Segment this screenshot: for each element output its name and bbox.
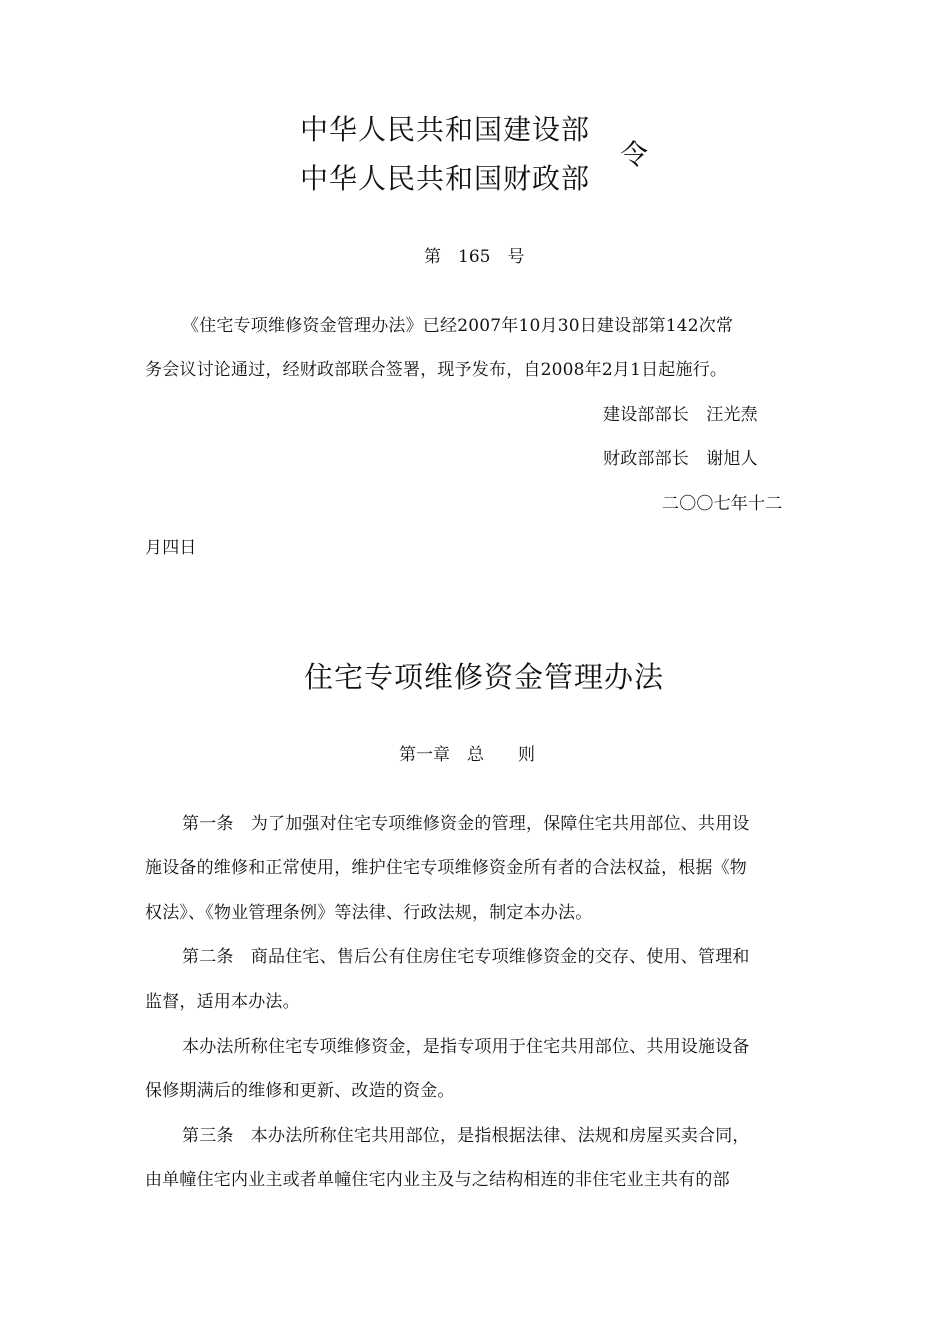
article-line: 由单幢住宅内业主或者单幢住宅内业主及与之结构相连的非住宅业主共有的部 xyxy=(145,1170,730,1190)
article-line: 第一条 为了加强对住宅专项维修资金的管理，保障住宅共用部位、共用设 xyxy=(182,814,750,834)
signer-construction: 建设部部长 汪光焘 xyxy=(603,405,758,425)
regulation-title: 住宅专项维修资金管理办法 xyxy=(304,660,665,694)
article-line: 本办法所称住宅专项维修资金，是指专项用于住宅共用部位、共用设施设备 xyxy=(182,1037,750,1057)
article-line: 监督，适用本办法。 xyxy=(145,992,300,1012)
ministry-finance: 中华人民共和国财政部 xyxy=(300,162,591,195)
article-line: 权法》、《物业管理条例》等法律、行政法规，制定本办法。 xyxy=(145,903,593,923)
decree-line: 务会议讨论通过，经财政部联合签署，现予发布，自2008年2月1日起施行。 xyxy=(145,360,728,380)
decree-date: 二〇〇七年十二 xyxy=(662,494,783,514)
article-line: 第三条 本办法所称住宅共用部位，是指根据法律、法规和房屋买卖合同， xyxy=(182,1126,750,1146)
signer-finance: 财政部部长 谢旭人 xyxy=(603,449,758,469)
ministry-construction: 中华人民共和国建设部 xyxy=(300,113,591,146)
order-character: 令 xyxy=(620,138,649,171)
order-number: 第 165 号 xyxy=(424,247,525,267)
decree-line: 《住宅专项维修资金管理办法》已经2007年10月30日建设部第142次常 xyxy=(182,316,734,336)
chapter-heading: 第一章 总 则 xyxy=(399,745,535,765)
article-line: 第二条 商品住宅、售后公有住房住宅专项维修资金的交存、使用、管理和 xyxy=(182,947,750,967)
decree-date-continued: 月四日 xyxy=(145,538,197,558)
article-line: 保修期满后的维修和更新、改造的资金。 xyxy=(145,1081,455,1101)
article-line: 施设备的维修和正常使用，维护住宅专项维修资金所有者的合法权益，根据《物 xyxy=(145,858,747,878)
